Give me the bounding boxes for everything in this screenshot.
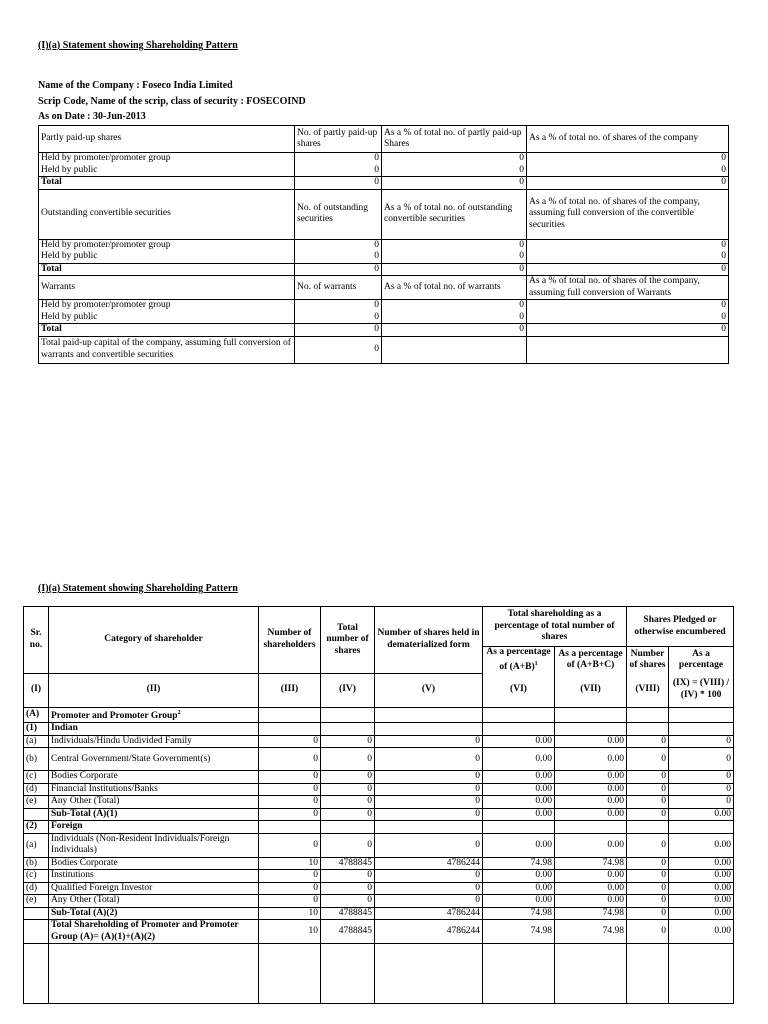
warrants-label: Held by promoter/promoter group — [39, 300, 295, 312]
table-row — [24, 783, 734, 796]
header-sr-no: Sr. no. — [24, 607, 49, 674]
row-category: Sub-Total (A)(1) — [49, 808, 259, 821]
cell-num-pledged: 0 — [627, 771, 669, 784]
cell-total-shares: 0 — [321, 748, 375, 771]
header-shares-pledged: Shares Pledged or otherwise encumbered — [627, 607, 734, 647]
warrants-label: Held by public — [39, 312, 295, 324]
cell-pct-abc: 0.00 — [555, 870, 627, 883]
cell-num-pledged: 0 — [627, 895, 669, 908]
row-sr-no — [24, 907, 49, 920]
empty-row — [24, 944, 734, 1004]
convertible-value: 0 — [527, 239, 729, 251]
cell-pct-ab — [483, 707, 555, 723]
cell-demat-shares: 0 — [375, 882, 483, 895]
warrants-value: 0 — [382, 300, 527, 312]
convertible-value: 0 — [527, 251, 729, 263]
roman-numeral-header: (II) — [49, 673, 259, 707]
cell-num-pledged — [627, 707, 669, 723]
cell-pct-ab: 0.00 — [483, 895, 555, 908]
row-category: Central Government/State Government(s) — [49, 748, 259, 771]
cell-pct-ab: 74.98 — [483, 907, 555, 920]
warrants-header-cell: Warrants — [39, 276, 295, 300]
row-category: Promoter and Promoter Group$^2$ — [49, 707, 259, 723]
section-row — [24, 707, 734, 723]
warrants-label: Total — [39, 324, 295, 337]
cell-num-pledged: 0 — [627, 907, 669, 920]
partly-paid-label: Held by promoter/promoter group — [39, 153, 295, 165]
row-sr-no: (b) — [24, 857, 49, 870]
cell-total-shares — [321, 723, 375, 736]
cell-pct-pledged: 0 — [669, 783, 734, 796]
cell-pct-pledged: 0.00 — [669, 833, 734, 857]
cell-num-shareholders: 0 — [259, 796, 321, 809]
convertible-value: 0 — [295, 263, 382, 276]
partly-paid-value: 0 — [527, 177, 729, 190]
convertible-header-cell: No. of outstanding securities — [295, 189, 382, 239]
cell-pct-abc: 74.98 — [555, 857, 627, 870]
convertible-row — [39, 263, 729, 276]
cell-num-shareholders: 0 — [259, 783, 321, 796]
cell-pct-pledged — [669, 821, 734, 834]
cell-demat-shares: 0 — [375, 870, 483, 883]
partly-paid-value: 0 — [527, 153, 729, 165]
cell-pct-pledged: 0.00 — [669, 895, 734, 908]
table-row — [24, 920, 734, 944]
table-row — [24, 870, 734, 883]
convertible-label: Held by public — [39, 251, 295, 263]
partly-paid-header-cell: Partly paid-up shares — [39, 126, 295, 153]
empty-cell — [321, 944, 375, 1004]
header-pct-ab: As a percentage of $(A+B)^1$ — [483, 647, 555, 674]
partly-paid-header-cell: As a % of total no. of shares of the company — [527, 126, 729, 153]
row-sr-no: (d) — [24, 783, 49, 796]
row-sr-no — [24, 920, 49, 944]
convertible-value: 0 — [295, 251, 382, 263]
row-sr-no: (c) — [24, 771, 49, 784]
cell-pct-ab: 0.00 — [483, 796, 555, 809]
cell-pct-abc — [555, 723, 627, 736]
cell-num-shareholders: 0 — [259, 882, 321, 895]
company-info — [38, 78, 306, 125]
partly-paid-value: 0 — [295, 177, 382, 190]
table-row — [24, 857, 734, 870]
cell-pct-pledged: 0.00 — [669, 882, 734, 895]
cell-pct-pledged: 0 — [669, 735, 734, 748]
cell-demat-shares: 0 — [375, 735, 483, 748]
row-category: Individuals (Non-Resident Individuals/Foreign Individuals) — [49, 833, 259, 857]
roman-numeral-header: (III) — [259, 673, 321, 707]
row-sr-no: (d) — [24, 882, 49, 895]
cell-pct-ab: 0.00 — [483, 882, 555, 895]
cell-num-pledged: 0 — [627, 857, 669, 870]
cell-pct-abc: 0.00 — [555, 882, 627, 895]
cell-total-shares: 0 — [321, 870, 375, 883]
cell-demat-shares — [375, 707, 483, 723]
cell-num-shareholders: 0 — [259, 735, 321, 748]
roman-numeral-header: (I) — [24, 673, 49, 707]
scrip-code: Scrip Code, Name of the scrip, class of security : FOSECOIND — [38, 95, 306, 107]
cell-pct-pledged: 0 — [669, 771, 734, 784]
section-row — [24, 821, 734, 834]
cell-pct-ab: 0.00 — [483, 808, 555, 821]
cell-demat-shares: 0 — [375, 748, 483, 771]
roman-numeral-header: (IX) = (VIII) / (IV) * 100 — [669, 673, 734, 707]
cell-pct-abc: 0.00 — [555, 783, 627, 796]
cell-num-shareholders — [259, 707, 321, 723]
row-sr-no: (a) — [24, 735, 49, 748]
cell-pct-abc — [555, 707, 627, 723]
cell-demat-shares: 4786244 — [375, 920, 483, 944]
cell-pct-ab: 0.00 — [483, 771, 555, 784]
cell-pct-abc: 0.00 — [555, 735, 627, 748]
cell-total-shares: 4788845 — [321, 857, 375, 870]
cell-num-shareholders: 10 — [259, 907, 321, 920]
total-capital-value: 0 — [295, 336, 382, 363]
cell-num-pledged — [627, 723, 669, 736]
cell-num-shareholders — [259, 723, 321, 736]
header-category: Category of shareholder — [49, 607, 259, 674]
partly-paid-value: 0 — [382, 177, 527, 190]
cell-pct-abc: 0.00 — [555, 796, 627, 809]
roman-numeral-header: (VI) — [483, 673, 555, 707]
warrants-row — [39, 300, 729, 312]
empty-cell — [483, 944, 555, 1004]
header-total-shareholding-pct: Total shareholding as a percentage of total number of shares — [483, 607, 627, 647]
row-sr-no: (A) — [24, 707, 49, 723]
table-row — [24, 833, 734, 857]
row-category: Bodies Corporate — [49, 857, 259, 870]
cell-total-shares — [321, 821, 375, 834]
roman-numeral-header: (VII) — [555, 673, 627, 707]
row-category: Any Other (Total) — [49, 796, 259, 809]
cell-total-shares: 4788845 — [321, 907, 375, 920]
warrants-header-cell: As a % of total no. of shares of the company, assuming full conversion of Warrants — [527, 276, 729, 300]
row-category: Indian — [49, 723, 259, 736]
cell-demat-shares: 0 — [375, 783, 483, 796]
cell-num-shareholders: 10 — [259, 857, 321, 870]
row-category: Financial Institutions/Banks — [49, 783, 259, 796]
cell-demat-shares — [375, 821, 483, 834]
cell-pct-ab: 0.00 — [483, 735, 555, 748]
cell-pct-ab: 0.00 — [483, 833, 555, 857]
warrants-row — [39, 324, 729, 337]
convertible-label: Total — [39, 263, 295, 276]
partly-paid-header-row — [39, 126, 729, 153]
row-sr-no: (b) — [24, 748, 49, 771]
roman-numeral-header: (V) — [375, 673, 483, 707]
cell-num-shareholders: 0 — [259, 870, 321, 883]
table-row — [24, 771, 734, 784]
cell-demat-shares: 0 — [375, 796, 483, 809]
cell-demat-shares: 0 — [375, 771, 483, 784]
cell-pct-pledged: 0.00 — [669, 857, 734, 870]
cell-pct-ab — [483, 821, 555, 834]
cell-demat-shares: 0 — [375, 808, 483, 821]
company-name: Name of the Company : Foseco India Limited — [38, 80, 233, 91]
cell-total-shares: 0 — [321, 833, 375, 857]
empty-cell — [49, 944, 259, 1004]
as-on-date: As on Date : 30-Jun-2013 — [38, 111, 146, 122]
convertible-header-cell: Outstanding convertible securities — [39, 189, 295, 239]
row-category: Total Shareholding of Promoter and Promoter Group (A)= (A)(1)+(A)(2) — [49, 920, 259, 944]
cell-pct-ab: 0.00 — [483, 870, 555, 883]
convertible-label: Held by promoter/promoter group — [39, 239, 295, 251]
partly-paid-value: 0 — [295, 153, 382, 165]
cell-total-shares: 0 — [321, 796, 375, 809]
cell-pct-abc: 0.00 — [555, 895, 627, 908]
cell-total-shares: 0 — [321, 783, 375, 796]
securities-table — [38, 125, 729, 364]
empty-cell — [382, 336, 527, 363]
row-category: Institutions — [49, 870, 259, 883]
cell-num-shareholders: 0 — [259, 808, 321, 821]
header-total-shares: Total number of shares — [321, 607, 375, 674]
row-category: Individuals/Hindu Undivided Family — [49, 735, 259, 748]
cell-pct-pledged: 0 — [669, 748, 734, 771]
cell-pct-pledged: 0.00 — [669, 907, 734, 920]
cell-num-shareholders: 0 — [259, 771, 321, 784]
cell-total-shares — [321, 707, 375, 723]
table-row — [24, 796, 734, 809]
convertible-row — [39, 251, 729, 263]
cell-num-pledged — [627, 821, 669, 834]
cell-pct-ab — [483, 723, 555, 736]
warrants-value: 0 — [382, 324, 527, 337]
cell-num-pledged: 0 — [627, 870, 669, 883]
row-sr-no: (e) — [24, 895, 49, 908]
cell-pct-ab: 74.98 — [483, 857, 555, 870]
warrants-value: 0 — [527, 324, 729, 337]
cell-total-shares: 0 — [321, 882, 375, 895]
cell-total-shares: 0 — [321, 895, 375, 908]
empty-cell — [669, 944, 734, 1004]
convertible-header-cell: As a % of total no. of outstanding convertible securities — [382, 189, 527, 239]
row-category: Foreign — [49, 821, 259, 834]
cell-num-shareholders: 0 — [259, 833, 321, 857]
row-sr-no: (a) — [24, 833, 49, 857]
partly-paid-label: Total — [39, 177, 295, 190]
partly-paid-header-cell: No. of partly paid-up shares — [295, 126, 382, 153]
cell-pct-abc: 74.98 — [555, 907, 627, 920]
header-num-pledged: Number of shares — [627, 647, 669, 674]
empty-cell — [24, 944, 49, 1004]
header-pct-abc: As a percentage of (A+B+C) — [555, 647, 627, 674]
convertible-value: 0 — [527, 263, 729, 276]
cell-pct-pledged: 0.00 — [669, 808, 734, 821]
warrants-header-cell: No. of warrants — [295, 276, 382, 300]
warrants-value: 0 — [382, 312, 527, 324]
cell-demat-shares — [375, 723, 483, 736]
row-sr-no: (1) — [24, 723, 49, 736]
section-row — [24, 723, 734, 736]
cell-demat-shares: 0 — [375, 895, 483, 908]
cell-pct-pledged — [669, 723, 734, 736]
row-category: Any Other (Total) — [49, 895, 259, 908]
convertible-value: 0 — [382, 239, 527, 251]
empty-cell — [375, 944, 483, 1004]
cell-num-pledged: 0 — [627, 920, 669, 944]
shareholding-table — [23, 606, 734, 1004]
cell-total-shares: 4788845 — [321, 920, 375, 944]
partly-paid-label: Held by public — [39, 165, 295, 177]
table-row — [24, 907, 734, 920]
warrants-header-cell: As a % of total no. of warrants — [382, 276, 527, 300]
page-heading: (I)(a) Statement showing Shareholding Pattern — [38, 40, 238, 51]
cell-pct-pledged: 0 — [669, 796, 734, 809]
cell-pct-pledged: 0.00 — [669, 920, 734, 944]
total-capital-label: Total paid-up capital of the company, assuming full conversion of warrants and convertible securities — [39, 336, 295, 363]
roman-numeral-header: (IV) — [321, 673, 375, 707]
warrants-header-row — [39, 276, 729, 300]
warrants-value: 0 — [295, 300, 382, 312]
cell-pct-ab: 74.98 — [483, 920, 555, 944]
warrants-value: 0 — [295, 324, 382, 337]
partly-paid-row — [39, 153, 729, 165]
partly-paid-value: 0 — [382, 153, 527, 165]
header-num-shareholders: Number of shareholders — [259, 607, 321, 674]
table-row — [24, 882, 734, 895]
warrants-row — [39, 312, 729, 324]
cell-demat-shares: 4786244 — [375, 857, 483, 870]
partly-paid-value: 0 — [527, 165, 729, 177]
convertible-value: 0 — [382, 251, 527, 263]
row-category: Sub-Total (A)(2) — [49, 907, 259, 920]
cell-num-pledged: 0 — [627, 783, 669, 796]
empty-cell — [555, 944, 627, 1004]
header-demat-shares: Number of shares held in dematerialized form — [375, 607, 483, 674]
cell-pct-abc: 0.00 — [555, 808, 627, 821]
empty-cell — [627, 944, 669, 1004]
warrants-value: 0 — [527, 312, 729, 324]
row-sr-no: (e) — [24, 796, 49, 809]
partly-paid-value: 0 — [295, 165, 382, 177]
row-sr-no — [24, 808, 49, 821]
empty-cell — [527, 336, 729, 363]
row-sr-no: (c) — [24, 870, 49, 883]
warrants-value: 0 — [527, 300, 729, 312]
cell-pct-ab: 0.00 — [483, 748, 555, 771]
cell-demat-shares: 4786244 — [375, 907, 483, 920]
cell-pct-pledged — [669, 707, 734, 723]
row-sr-no: (2) — [24, 821, 49, 834]
cell-pct-pledged: 0.00 — [669, 870, 734, 883]
header-pct-pledged: As a percentage — [669, 647, 734, 674]
cell-num-pledged: 0 — [627, 735, 669, 748]
cell-num-pledged: 0 — [627, 796, 669, 809]
row-category: Bodies Corporate — [49, 771, 259, 784]
warrants-value: 0 — [295, 312, 382, 324]
cell-pct-ab: 0.00 — [483, 783, 555, 796]
shareholding-heading: (I)(a) Statement showing Shareholding Pattern — [38, 583, 238, 594]
cell-total-shares: 0 — [321, 735, 375, 748]
cell-num-pledged: 0 — [627, 833, 669, 857]
partly-paid-row — [39, 177, 729, 190]
cell-pct-abc: 0.00 — [555, 748, 627, 771]
cell-pct-abc: 74.98 — [555, 920, 627, 944]
cell-demat-shares: 0 — [375, 833, 483, 857]
cell-num-shareholders: 0 — [259, 895, 321, 908]
table-row — [24, 735, 734, 748]
cell-num-pledged: 0 — [627, 748, 669, 771]
convertible-value: 0 — [382, 263, 527, 276]
roman-numeral-header: (VIII) — [627, 673, 669, 707]
convertible-row — [39, 239, 729, 251]
cell-pct-abc: 0.00 — [555, 771, 627, 784]
table-row — [24, 748, 734, 771]
partly-paid-header-cell: As a % of total no. of partly paid-up Shares — [382, 126, 527, 153]
convertible-header-cell: As a % of total no. of shares of the company, assuming full conversion of the convertible securities — [527, 189, 729, 239]
empty-cell — [259, 944, 321, 1004]
cell-total-shares: 0 — [321, 808, 375, 821]
table-row — [24, 808, 734, 821]
partly-paid-row — [39, 165, 729, 177]
table-row — [24, 895, 734, 908]
convertible-value: 0 — [295, 239, 382, 251]
cell-num-pledged: 0 — [627, 808, 669, 821]
cell-pct-abc: 0.00 — [555, 833, 627, 857]
cell-num-shareholders — [259, 821, 321, 834]
cell-num-shareholders: 0 — [259, 748, 321, 771]
cell-num-shareholders: 10 — [259, 920, 321, 944]
total-capital-row — [39, 336, 729, 363]
convertible-header-row — [39, 189, 729, 239]
cell-pct-abc — [555, 821, 627, 834]
row-category: Qualified Foreign Investor — [49, 882, 259, 895]
cell-total-shares: 0 — [321, 771, 375, 784]
cell-num-pledged: 0 — [627, 882, 669, 895]
partly-paid-value: 0 — [382, 165, 527, 177]
